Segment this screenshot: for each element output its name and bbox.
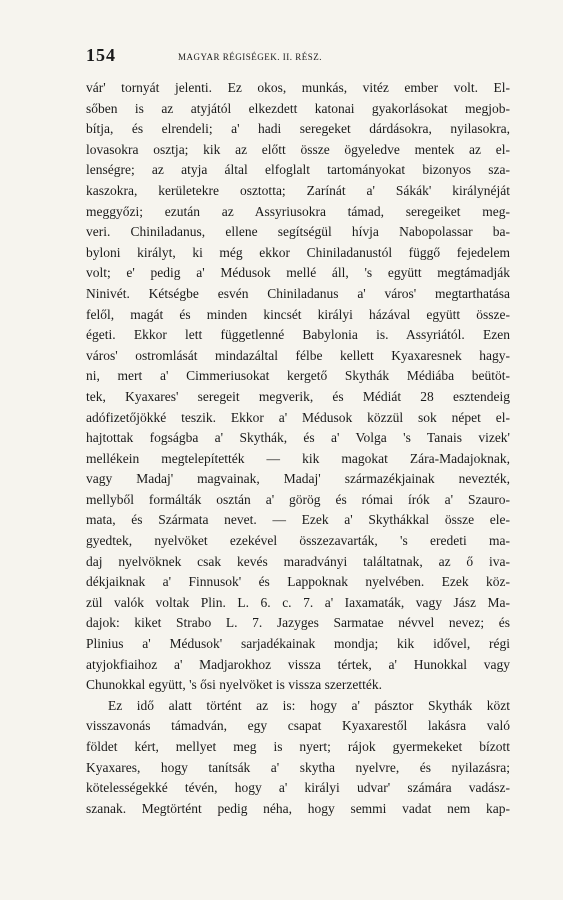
text-line: kaszokra, kerületekre osztotta; Zarínát a' Sákák' királynéját — [86, 182, 510, 198]
text-line: atyjokfiaihoz a' Madjarokhoz vissza tértek, a' Hunokkal vagy — [86, 656, 510, 672]
text-line: Plinius a' Médusok' sarjadékainak mondja; kik idővel, régi — [86, 636, 510, 652]
text-line: veri. Chiniladanus, ellene segítségül hívja Nabopolassar ba- — [86, 224, 510, 240]
text-line: Ninivét. Kétségbe esvén Chiniladanus a' város' megtarthatása — [86, 285, 510, 301]
text-line: dékjaiknak a' Finnusok' és Lappoknak nyelvében. Ezek köz- — [86, 574, 510, 590]
running-head: MAGYAR RÉGISÉGEK. II. RÉSZ. — [178, 52, 322, 62]
text-line: földet kért, mellyet meg is nyert; rájok gyermekeket bízott — [86, 739, 510, 754]
text-line: mellyből formálták osztán a' görög és római írók a' Szauro- — [86, 491, 510, 507]
text-line: mata, és Szármata nevet. — Ezek a' Skythákkal össze ele- — [86, 512, 510, 528]
text-line: byloni királyt, ki még ekkor Chiniladanustól függő fejedelem — [86, 244, 510, 260]
text-line: tek, Kyaxares' seregeit megverik, és Médiát 28 esztendeig — [86, 388, 510, 404]
text-line: lovasokra osztja; kik az előtt össze ögyeledve mentek az el- — [86, 141, 510, 157]
body-text — [86, 78, 510, 819]
text-line: lenségre; az atyja által elfoglalt tartományokat bizonyos sza- — [86, 162, 510, 178]
text-line: daj nyelvöknek csak kevés maradványi találtatnak, az ő iva- — [86, 553, 510, 569]
page-header — [86, 45, 506, 69]
text-line: égeti. Ekkor lett függetlenné Babylonia is. Assyriától. Ezen — [86, 327, 510, 343]
text-line: adófizetőjökké teszik. Ekkor a' Médusok közzül sok népet el- — [86, 409, 510, 425]
text-line: visszavonás támadván, egy csapat Kyaxarestől lakásra való — [86, 718, 510, 734]
text-line: ni, mert a' Cimmeriusokat kergető Skythák Médiába beütöt- — [86, 368, 510, 384]
text-line: dajok: kiket Strabo L. 7. Jazyges Sarmatae névvel nevez; és — [86, 615, 510, 631]
text-line: vár' tornyát jelenti. Ez okos, munkás, vitéz ember volt. El- — [86, 80, 510, 95]
text-line: szanak. Megtörtént pedig néha, hogy semmi vadat nem kap- — [86, 800, 510, 816]
text-line: Kyaxares, hogy tanítsák a' skytha nyelvre, és nyilazásra; — [86, 759, 510, 775]
paragraph-end-line: Chunokkal együtt, 's ősi nyelvöket is vissza szerzették. — [86, 677, 382, 693]
text-line: gyedtek, nyelvöket ezekével összezavarták, 's eredeti ma- — [86, 533, 510, 549]
text-line: meggyőzi; ezután az Assyriusokra támad, seregeiket meg- — [86, 203, 510, 219]
text-line: vagy Madaj' magvainak, Madaj' származékjainak nevezték, — [86, 471, 510, 487]
text-line: kötelességekké tévén, hogy a' királyi udvar' számára vadász- — [86, 780, 510, 796]
page-number: 154 — [86, 45, 116, 65]
text-line: város' ostromlását mindazáltal félbe kellett Kyaxaresnek hagy- — [86, 347, 510, 363]
text-line: volt; e' pedig a' Médusok mellé áll, 's együtt megtámadják — [86, 265, 510, 281]
text-line: zül valók voltak Plin. L. 6. c. 7. a' Iaxamaták, vagy Jász Ma- — [86, 594, 510, 610]
text-line: mellékein megtelepítették — kik magokat Zára-Madajoknak, — [86, 450, 510, 466]
text-line: bítja, és elrendeli; a' hadi seregeket dárdásokra, nyilasokra, — [86, 121, 510, 137]
text-line: felől, magát és minden kincsét királyi házával együtt össze- — [86, 306, 510, 322]
paragraph-start-line: Ez idő alatt történt az is: hogy a' pásztor Skythák közt — [108, 697, 510, 713]
text-line: sőben is az atyjától elkezdett katonai gyakorlásokat megjob- — [86, 100, 510, 116]
text-line: hajtottak fogságba a' Skythák, és a' Volga 's Tanais vizek' — [86, 430, 510, 446]
